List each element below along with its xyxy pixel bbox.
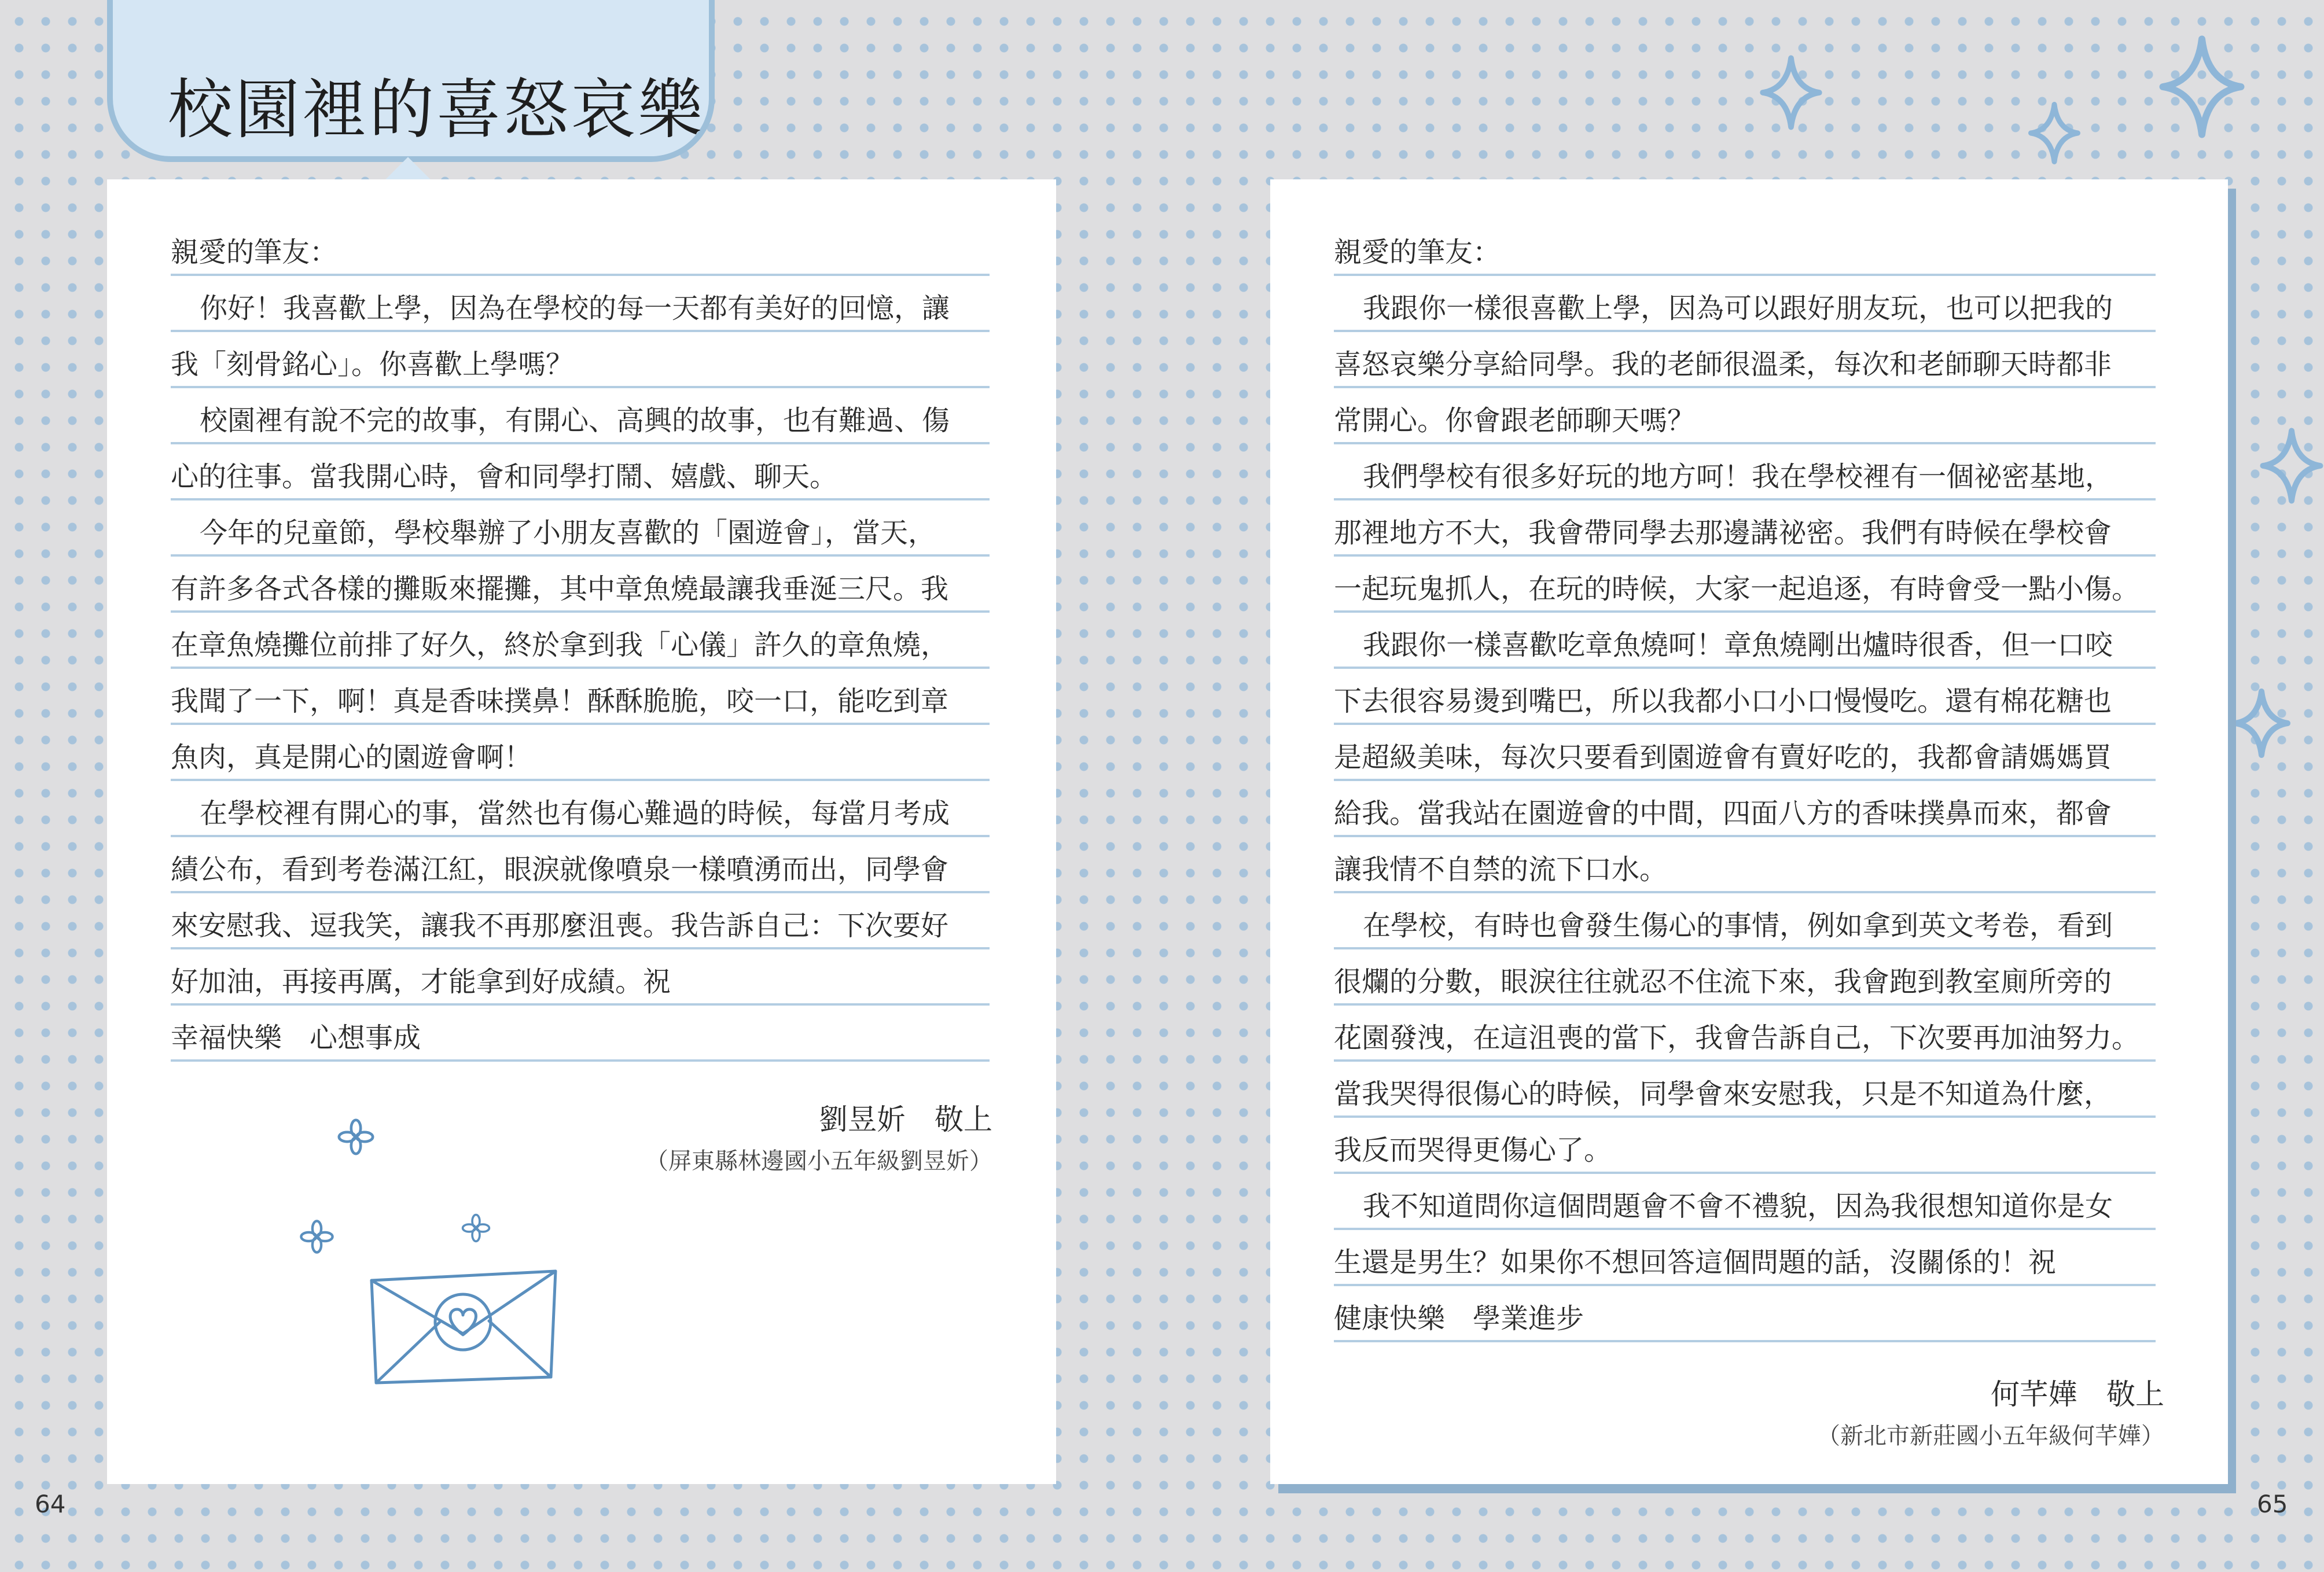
letter-line: 績公布，看到考卷滿江紅，眼淚就像噴泉一樣噴湧而出，同學會 (171, 837, 990, 893)
letter-line: 在學校裡有開心的事，當然也有傷心難過的時候，每當月考成 (171, 781, 990, 837)
sparkle-star-icon (2260, 417, 2323, 515)
sparkle-star-icon (1759, 55, 1823, 130)
letter-line: 幸福快樂 心想事成 (171, 1006, 990, 1062)
letter-line: 很爛的分數，眼淚往往就忍不住流下來，我會跑到教室廁所旁的 (1334, 949, 2156, 1006)
letter-line: 我們學校有很多好玩的地方呵！我在學校裡有一個祕密基地， (1334, 444, 2156, 500)
letter-line: 校園裡有說不完的故事，有開心、高興的故事，也有難過、傷 (171, 388, 990, 444)
letter-line: 健康快樂 學業進步 (1334, 1286, 2156, 1342)
letter-line: 常開心。你會跟老師聊天嗎？ (1334, 388, 2156, 444)
letter-line: 我跟你一樣喜歡吃章魚燒呵！章魚燒剛出爐時很香，但一口咬 (1334, 613, 2156, 669)
left-letter-body (171, 220, 990, 1062)
sparkle-star-icon (2028, 101, 2080, 165)
letter-line: 給我。當我站在園遊會的中間，四面八方的香味撲鼻而來，都會 (1334, 781, 2156, 837)
letter-line: 來安慰我、逗我笑，讓我不再那麼沮喪。我告訴自己：下次要好 (171, 893, 990, 949)
letter-line: 喜怒哀樂分享給同學。我的老師很溫柔，每次和老師聊天時都非 (1334, 332, 2156, 388)
letter-line: 是超級美味，每次只要看到園遊會有賣好吃的，我都會請媽媽買 (1334, 725, 2156, 781)
letter-line: 你好！我喜歡上學，因為在學校的每一天都有美好的回憶，讓 (171, 276, 990, 332)
flower-doodle-icon (298, 1218, 336, 1256)
letter-line: 讓我情不自禁的流下口水。 (1334, 837, 2156, 893)
letter-line: 當我哭得很傷心的時候，同學會來安慰我，只是不知道為什麼， (1334, 1062, 2156, 1118)
letter-line: 親愛的筆友： (1334, 220, 2156, 276)
heart-envelope-icon (365, 1264, 561, 1391)
flower-doodle-icon (460, 1212, 492, 1244)
letter-line: 魚肉，真是開心的園遊會啊！ (171, 725, 990, 781)
letter-line: 我「刻骨銘心」。你喜歡上學嗎？ (171, 332, 990, 388)
letter-line: 花園發洩，在這沮喪的當下，我會告訴自己，下次要再加油努力。 (1334, 1006, 2156, 1062)
letter-line: 有許多各式各樣的攤販來擺攤，其中章魚燒最讓我垂涎三尺。我 (171, 557, 990, 613)
letter-line: 那裡地方不大，我會帶同學去那邊講祕密。我們有時候在學校會 (1334, 500, 2156, 557)
sparkle-star-icon (2233, 686, 2290, 761)
letter-line: 親愛的筆友： (171, 220, 990, 276)
section-title: 校園裡的喜怒哀樂 (168, 72, 705, 148)
letter-line: 我反而哭得更傷心了。 (1334, 1118, 2156, 1174)
left-signature: 劉昱妡 敬上 (819, 1103, 992, 1136)
letter-line: 好加油，再接再厲，才能拿到好成績。祝 (171, 949, 990, 1006)
flower-doodle-icon (336, 1117, 376, 1157)
left-school-note: （屏東縣林邊國小五年級劉昱妡） (645, 1148, 992, 1175)
letter-line: 我不知道問你這個問題會不會不禮貌，因為我很想知道你是女 (1334, 1174, 2156, 1230)
letter-line: 今年的兒童節，學校舉辦了小朋友喜歡的「園遊會」，當天， (171, 500, 990, 557)
letter-line: 心的往事。當我開心時，會和同學打鬧、嬉戲、聊天。 (171, 444, 990, 500)
right-letter-body (1334, 220, 2156, 1342)
letter-line: 我聞了一下，啊！真是香味撲鼻！酥酥脆脆，咬一口，能吃到章 (171, 669, 990, 725)
letter-line: 在章魚燒攤位前排了好久，終於拿到我「心儀」許久的章魚燒， (171, 613, 990, 669)
letter-line: 在學校，有時也會發生傷心的事情，例如拿到英文考卷，看到 (1334, 893, 2156, 949)
letter-line: 生還是男生？如果你不想回答這個問題的話，沒關係的！祝 (1334, 1230, 2156, 1286)
letter-line: 下去很容易燙到嘴巴，所以我都小口小口慢慢吃。還有棉花糖也 (1334, 669, 2156, 725)
sparkle-star-icon (2158, 35, 2245, 139)
letter-line: 一起玩鬼抓人，在玩的時候，大家一起追逐，有時會受一點小傷。 (1334, 557, 2156, 613)
right-school-note: （新北市新莊國小五年級何芊嬅） (1817, 1423, 2164, 1449)
right-signature: 何芊嬅 敬上 (1991, 1378, 2164, 1411)
right-letter-page (1270, 179, 2228, 1484)
page-number-right: 65 (2257, 1490, 2288, 1518)
left-letter-page (107, 179, 1056, 1484)
page-number-left: 64 (35, 1490, 66, 1518)
letter-line: 我跟你一樣很喜歡上學，因為可以跟好朋友玩，也可以把我的 (1334, 276, 2156, 332)
